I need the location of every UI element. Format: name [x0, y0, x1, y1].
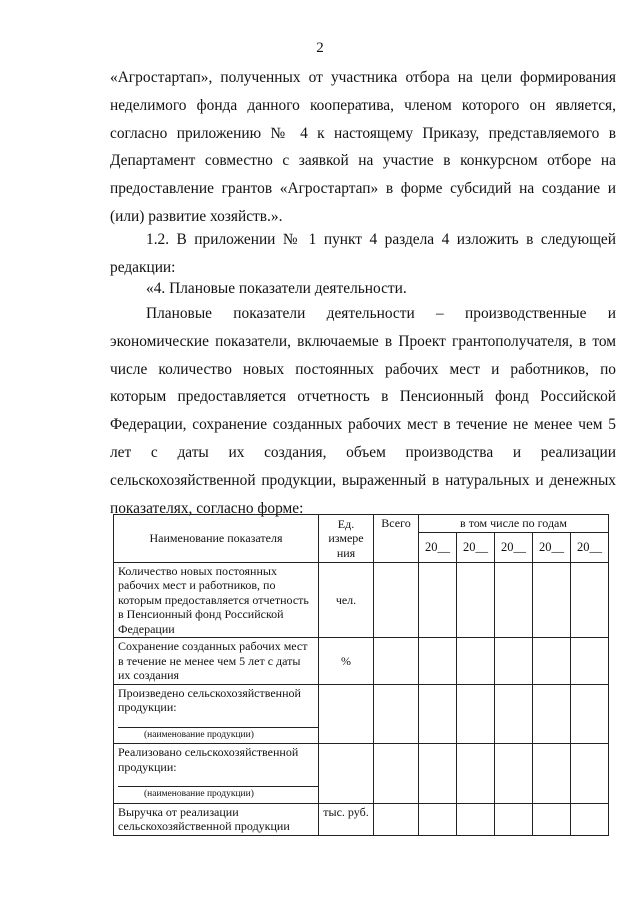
table-row: [114, 638, 609, 685]
row-name: Произведено сельскохозяйственной продукции:: [118, 685, 301, 714]
row-name: Количество новых постоянных рабочих мест и работников, по которым предоставляется отчетность в Пенсионный фонд Российской Федерации: [114, 562, 319, 638]
table-row: [114, 684, 609, 744]
row-unit: тыс. руб.: [319, 803, 374, 835]
header-year-4: 20__: [533, 532, 571, 562]
header-indicator-name: Наименование показателя: [114, 515, 319, 563]
row-name: Сохранение созданных рабочих мест в течение не менее чем 5 лет с даты их создания: [114, 638, 319, 685]
paragraph-4: Плановые показатели деятельности – производственные и экономические показатели, включаемые в Проект грантополучателя, в том числе количество новых постоянных рабочих мест и работников, по которым предоставляется отчетность в Пенсионный фонд Российской Федерации, сохранение созданных рабочих мест в течение не менее чем 5 лет с даты их создания, объем производства и реализации сельскохозяйственной продукции, выраженный в натуральных и денежных показателях, согласно форме:: [110, 305, 616, 517]
table-row: [114, 744, 609, 804]
paragraph-2: 1.2. В приложении № 1 пункт 4 раздела 4 изложить в следующей редакции:: [110, 231, 616, 276]
table-row: [114, 562, 609, 638]
header-unit: Ед. измере ния: [319, 515, 374, 563]
header-year-3: 20__: [495, 532, 533, 562]
page-number: 2: [316, 40, 324, 56]
row-product-caption: (наименование продукции): [118, 786, 319, 802]
header-by-years: в том числе по годам: [419, 515, 609, 533]
table-row: [114, 803, 609, 835]
row-product-caption: (наименование продукции): [118, 727, 319, 743]
row-name: Выручка от реализации сельскохозяйственной продукции: [114, 803, 319, 835]
row-name: Реализовано сельскохозяйственной продукции:: [118, 745, 299, 774]
row-unit: чел.: [319, 562, 374, 638]
row-unit: %: [319, 638, 374, 685]
indicators-table: [113, 514, 609, 836]
paragraph-3-heading: «4. Плановые показатели деятельности.: [146, 280, 407, 297]
paragraph-1: «Агростартап», полученных от участника отбора на цели формирования неделимого фонда данного кооператива, членом которого он является, согласно приложению № 4 к настоящему Приказу, представляемого в Департамент совместно с заявкой на участие в конкурсном отборе на предоставление грантов «Агростартап» в форме субсидий на создание и (или) развитие хозяйств.».: [110, 69, 616, 225]
header-year-5: 20__: [571, 532, 609, 562]
header-year-2: 20__: [457, 532, 495, 562]
header-total: Всего: [374, 515, 419, 563]
header-year-1: 20__: [419, 532, 457, 562]
